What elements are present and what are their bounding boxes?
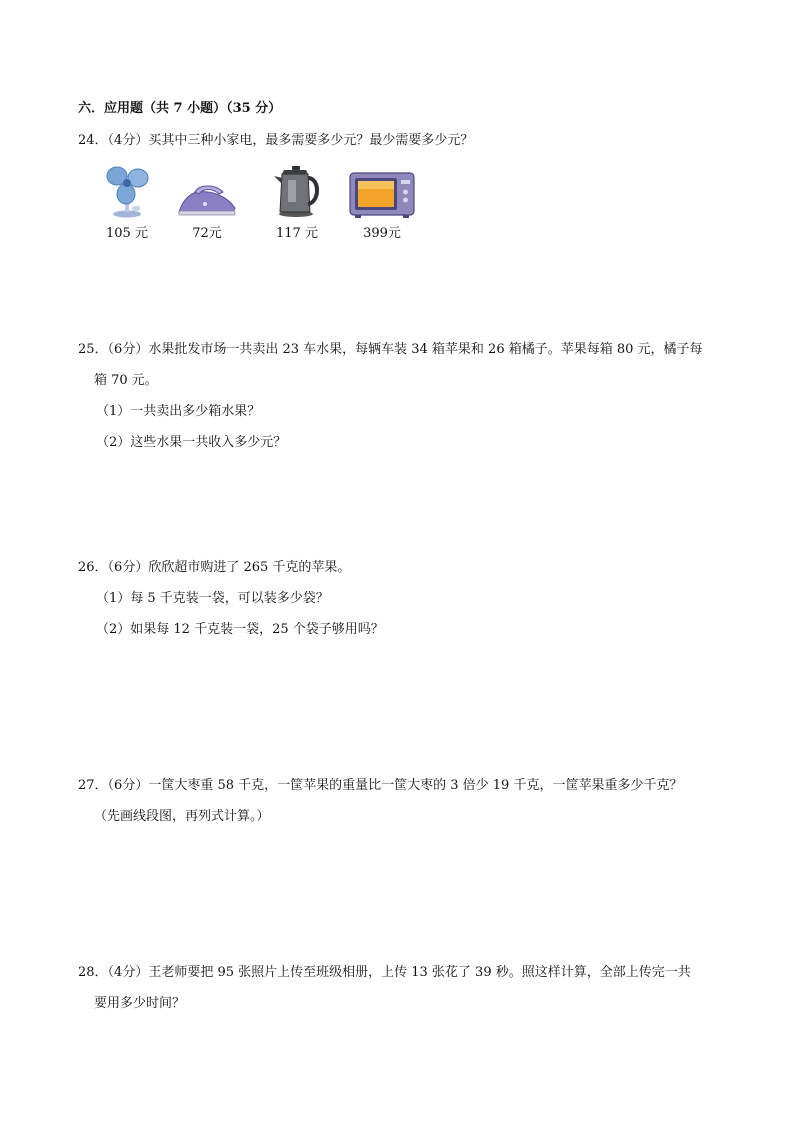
question-25-line1: 25．（6分）水果批发市场一共卖出 23 车水果，每辆车装 34 箱苹果和 26 箱橘子。苹果每箱 80 元，橘子每: [78, 342, 703, 357]
question-27-line1: 27．（6分）一筐大枣重 58 千克，一筐苹果的重量比一筐大枣的 3 倍少 19 千克，一筐苹果重多少千克？: [78, 778, 683, 793]
question-25-sub2: （2）这些水果一共收入多少元？: [96, 435, 287, 450]
question-28-line1: 28．（4分）王老师要把 95 张照片上传至班级相册，上传 13 张花了 39 秒。照这样计算，全部上传完一共: [78, 965, 691, 980]
appliance-fan: [92, 162, 162, 241]
question-26-sub1: （1）每 5 千克装一袋，可以装多少袋？: [96, 591, 329, 606]
iron-price: 72元: [192, 226, 222, 241]
appliance-microwave: [347, 162, 417, 241]
appliance-kettle: [262, 162, 332, 241]
iron-icon: [172, 162, 242, 218]
section-title: 六．应用题（共 7 小题）（35 分）: [78, 101, 282, 116]
fan-price: 105 元: [106, 226, 148, 241]
kettle-icon: [262, 162, 332, 218]
question-27-line2: （先画线段图，再列式计算。）: [94, 809, 270, 824]
fan-icon: [92, 162, 162, 218]
microwave-price: 399元: [363, 226, 401, 241]
appliance-iron: [172, 162, 242, 241]
question-28-line2: 要用多少时间？: [94, 996, 186, 1011]
question-24-text: 24．（4分）买其中三种小家电，最多需要多少元？最少需要多少元？: [78, 133, 474, 148]
question-25-line2: 箱 70 元。: [94, 373, 158, 388]
question-25-sub1: （1）一共卖出多少箱水果？: [96, 404, 261, 419]
appliance-list: [92, 162, 432, 242]
question-26-line1: 26．（6分）欣欣超市购进了 265 千克的苹果。: [78, 560, 351, 575]
microwave-icon: [347, 162, 417, 218]
kettle-price: 117 元: [276, 226, 318, 241]
question-26-sub2: （2）如果每 12 千克装一袋，25 个袋子够用吗？: [96, 622, 384, 637]
